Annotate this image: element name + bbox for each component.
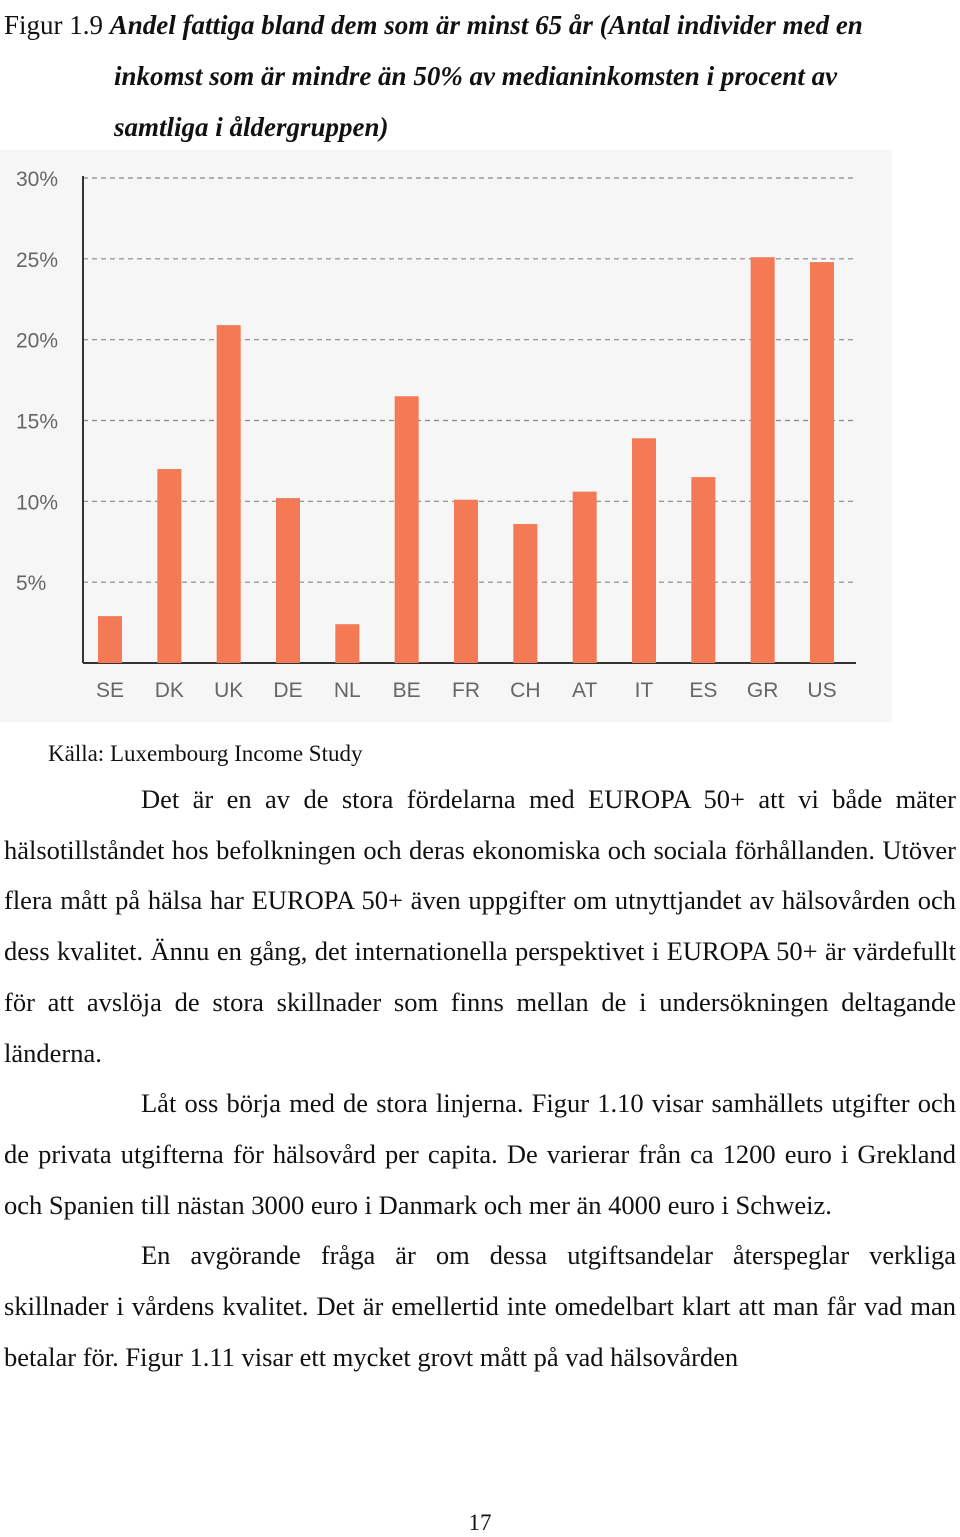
- bar-be: [395, 396, 419, 663]
- y-tick-label: 30%: [16, 168, 59, 191]
- bar-es: [691, 477, 715, 663]
- x-tick-label: GR: [746, 679, 779, 702]
- x-tick-label: IT: [634, 679, 654, 702]
- x-tick-label: DK: [154, 679, 184, 702]
- chart-svg: [0, 150, 892, 722]
- paragraph-2-text: Låt oss börja med de stora linjerna. Figur 1.10 visar samhällets utgifter och de privata utgifterna för hälsovård per capita. De varierar från ca 1200 euro i Grekland och Spanien till nästan 3000 euro i Danmark och mer än 4000 euro i Schweiz.: [4, 1088, 956, 1220]
- figure-title-line-3: samtliga i åldergruppen): [114, 112, 389, 142]
- x-tick-label: FR: [452, 679, 480, 702]
- bar-se: [98, 616, 122, 663]
- bar-de: [276, 498, 300, 663]
- bar-gr: [751, 257, 775, 663]
- source-note: Källa: Luxembourg Income Study: [48, 741, 363, 766]
- bar-it: [632, 438, 656, 663]
- figure-number: Figur 1.9: [4, 10, 104, 40]
- body-text: [4, 774, 956, 1382]
- bar-fr: [454, 500, 478, 663]
- y-tick-label: 5%: [16, 572, 47, 596]
- bar-ch: [513, 524, 537, 663]
- bar-uk: [217, 325, 241, 663]
- x-tick-label: SE: [95, 679, 125, 702]
- figure-title-line-2: inkomst som är mindre än 50% av medianinkomsten i procent av: [114, 61, 838, 91]
- figure-caption: [4, 0, 954, 153]
- x-tick-label: CH: [510, 679, 541, 702]
- paragraph-3: [4, 1230, 956, 1382]
- bar-dk: [157, 469, 181, 663]
- y-tick-label: 15%: [16, 410, 59, 434]
- page-number: 17: [468, 1510, 492, 1535]
- paragraph-2: [4, 1078, 956, 1230]
- bar-chart: [0, 150, 892, 722]
- x-tick-label: DE: [273, 679, 303, 702]
- x-tick-label: UK: [214, 679, 244, 702]
- x-tick-label: BE: [392, 679, 421, 702]
- bar-at: [573, 492, 597, 663]
- paragraph-1: [4, 774, 956, 1078]
- caption-line-2: [4, 51, 954, 102]
- caption-line-1: [4, 0, 954, 51]
- bar-nl: [335, 624, 359, 663]
- y-tick-label: 25%: [16, 248, 59, 272]
- paragraph-1-text: Det är en av de stora fördelarna med EUROPA 50+ att vi både mäter hälsotillståndet hos befolkningen och deras ekonomiska och sociala förhållanden. Utöver flera mått på hälsa har EUROPA 50+ även uppgifter om utnyttjandet av hälsovården och dess kvalitet. Ännu en gång, det internationella perspektivet i EUROPA 50+ är värdefullt för att avslöja de stora skillnader som finns mellan de i undersökningen deltagande länderna.: [4, 784, 956, 1068]
- x-tick-label: US: [807, 679, 837, 702]
- figure-title-line-1: Andel fattiga bland dem som är minst 65 år (Antal individer med en: [109, 10, 863, 40]
- y-tick-label: 10%: [16, 491, 59, 515]
- paragraph-3-text: En avgörande fråga är om dessa utgiftsandelar återspeglar verkliga skillnader i vårdens kvalitet. Det är emellertid inte omedelbart klart att man får vad man betalar för. Figur 1.11 visar ett mycket grovt mått på vad hälsovården: [4, 1240, 956, 1372]
- x-tick-label: ES: [689, 679, 718, 702]
- bar-us: [810, 262, 834, 663]
- caption-line-3: [4, 102, 954, 153]
- y-tick-label: 20%: [16, 329, 59, 353]
- x-tick-label: NL: [333, 679, 361, 702]
- x-tick-label: AT: [572, 679, 598, 702]
